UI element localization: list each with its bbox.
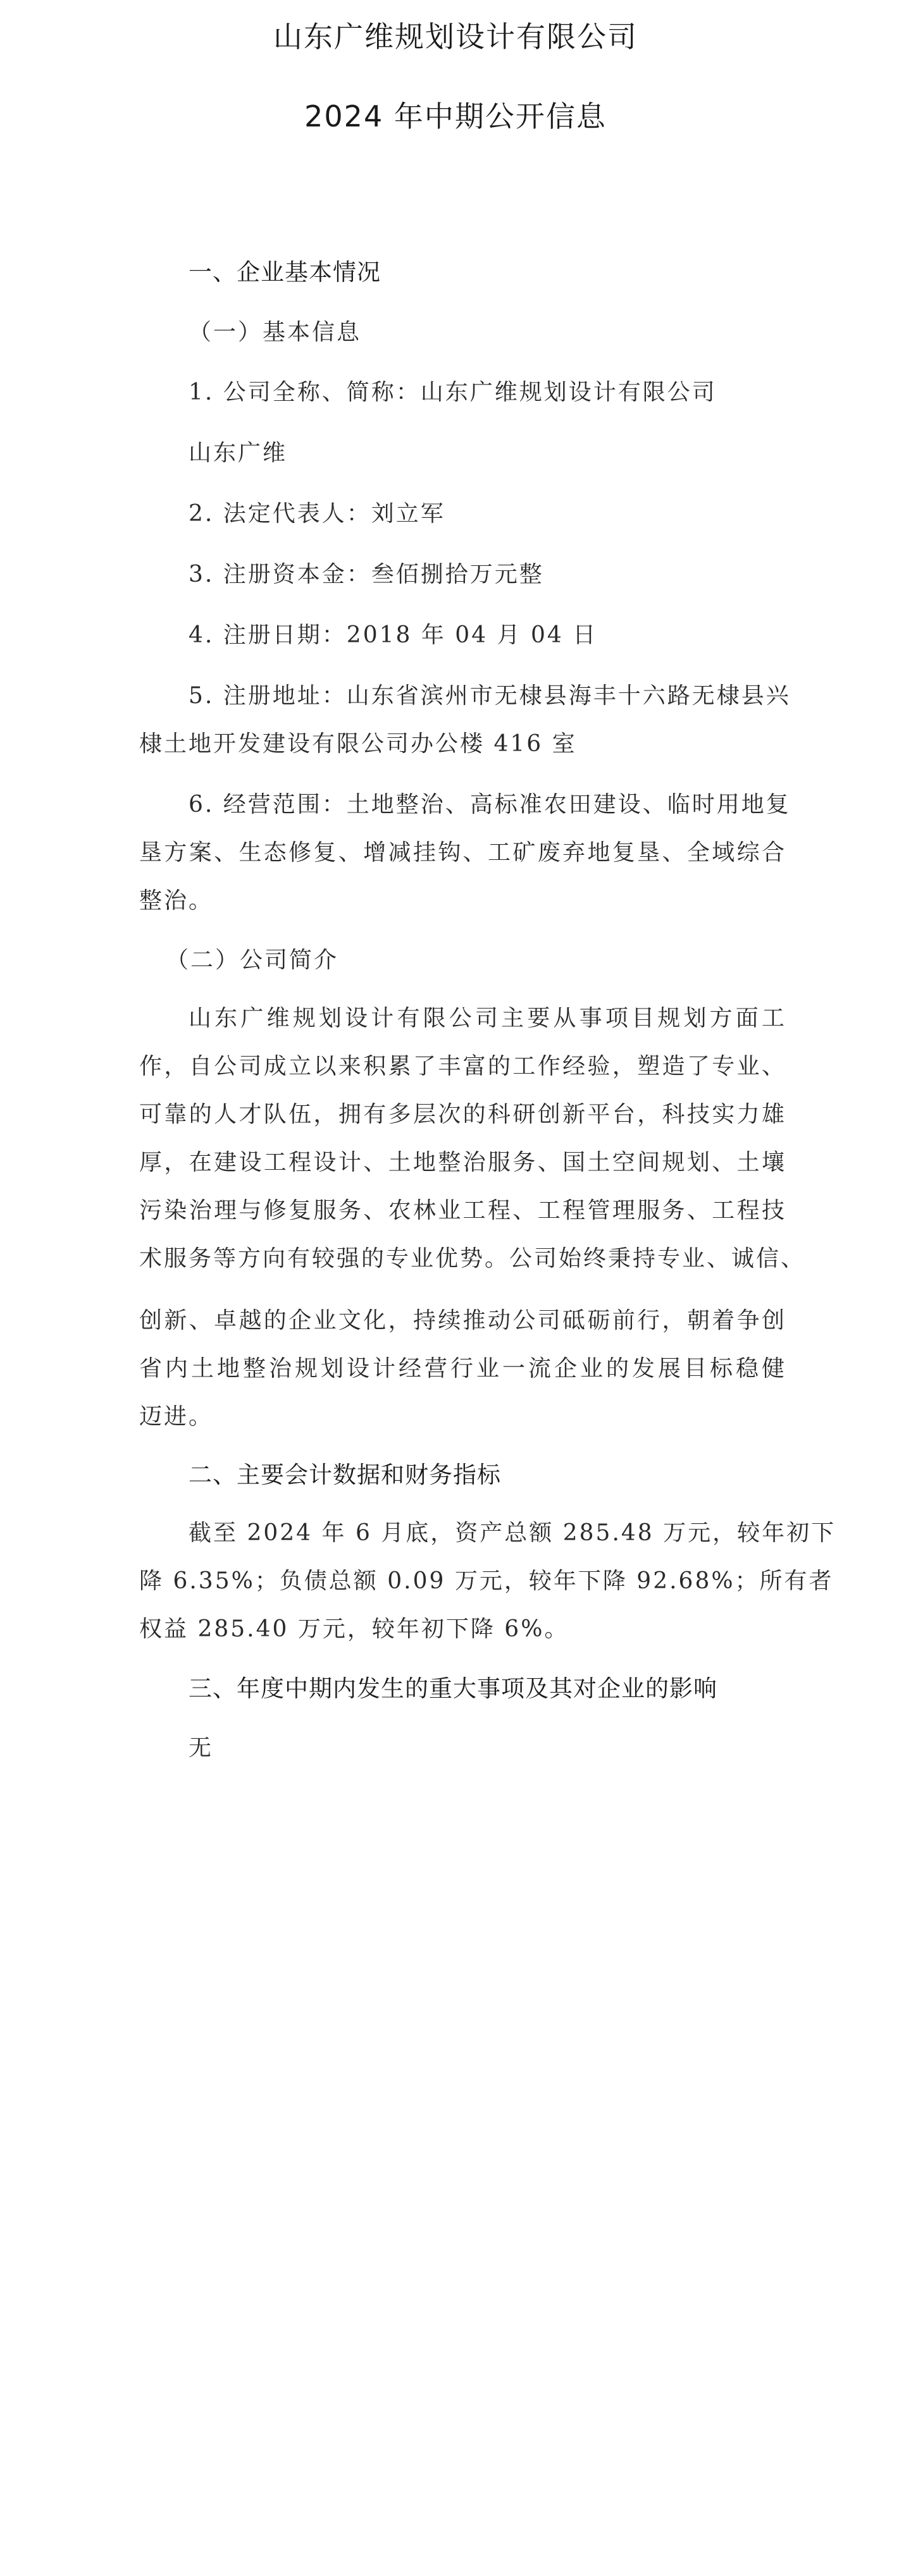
intro-line-4: 厚，在建设工程设计、土地整治服务、国土空间规划、土壤 xyxy=(139,1150,786,1175)
section2-heading: 二、主要会计数据和财务指标 xyxy=(189,1461,501,1488)
item6-line1: 6. 经营范围：土地整治、高标准农田建设、临时用地复 xyxy=(189,792,791,818)
finance-line-2: 降 6.35%；负债总额 0.09 万元，较年下降 92.68%；所有者 xyxy=(139,1568,834,1594)
intro-line-2: 作，自公司成立以来积累了丰富的工作经验，塑造了专业、 xyxy=(139,1053,786,1079)
item6-line3: 整治。 xyxy=(139,888,214,914)
finance-line-1: 截至 2024 年 6 月底，资产总额 285.48 万元，较年初下 xyxy=(189,1520,836,1546)
item5-line2: 棣土地开发建设有限公司办公楼 416 室 xyxy=(139,731,577,757)
section1-heading: 一、企业基本情况 xyxy=(189,259,381,286)
item1-line1: 1. 公司全称、简称：山东广维规划设计有限公司 xyxy=(189,379,717,405)
intro-line-3: 可靠的人才队伍，拥有多层次的科研创新平台，科技实力雄 xyxy=(139,1101,786,1127)
item4: 4. 注册日期：2018 年 04 月 04 日 xyxy=(189,622,598,648)
document-title-company: 山东广维规划设计有限公司 xyxy=(273,20,638,54)
item2: 2. 法定代表人：刘立军 xyxy=(189,501,445,527)
intro-line-9: 迈进。 xyxy=(139,1404,214,1430)
intro-line-5: 污染治理与修复服务、农林业工程、工程管理服务、工程技 xyxy=(139,1198,786,1224)
document-title-report: 2024 年中期公开信息 xyxy=(304,99,607,133)
section3-heading: 三、年度中期内发生的重大事项及其对企业的影响 xyxy=(189,1675,717,1702)
section3-content: 无 xyxy=(189,1735,214,1761)
section1-sub1: （一）基本信息 xyxy=(189,319,362,345)
intro-line-8: 省内土地整治规划设计经营行业一流企业的发展目标稳健 xyxy=(139,1356,786,1382)
finance-line-3: 权益 285.40 万元，较年初下降 6%。 xyxy=(139,1616,569,1642)
intro-line-1: 山东广维规划设计有限公司主要从事项目规划方面工 xyxy=(189,1005,786,1031)
intro-line-7: 创新、卓越的企业文化，持续推动公司砥砺前行，朝着争创 xyxy=(139,1308,786,1334)
item6-line2: 垦方案、生态修复、增减挂钩、工矿废弃地复垦、全域综合 xyxy=(139,840,786,866)
intro-line-6: 术服务等方向有较强的专业优势。公司始终秉持专业、诚信、 xyxy=(139,1246,806,1272)
section1-sub2: （二）公司简介 xyxy=(166,947,339,973)
item5-line1: 5. 注册地址：山东省滨州市无棣县海丰十六路无棣县兴 xyxy=(189,683,791,709)
item3: 3. 注册资本金：叁佰捌拾万元整 xyxy=(189,561,544,587)
item1-line2: 山东广维 xyxy=(189,440,288,466)
